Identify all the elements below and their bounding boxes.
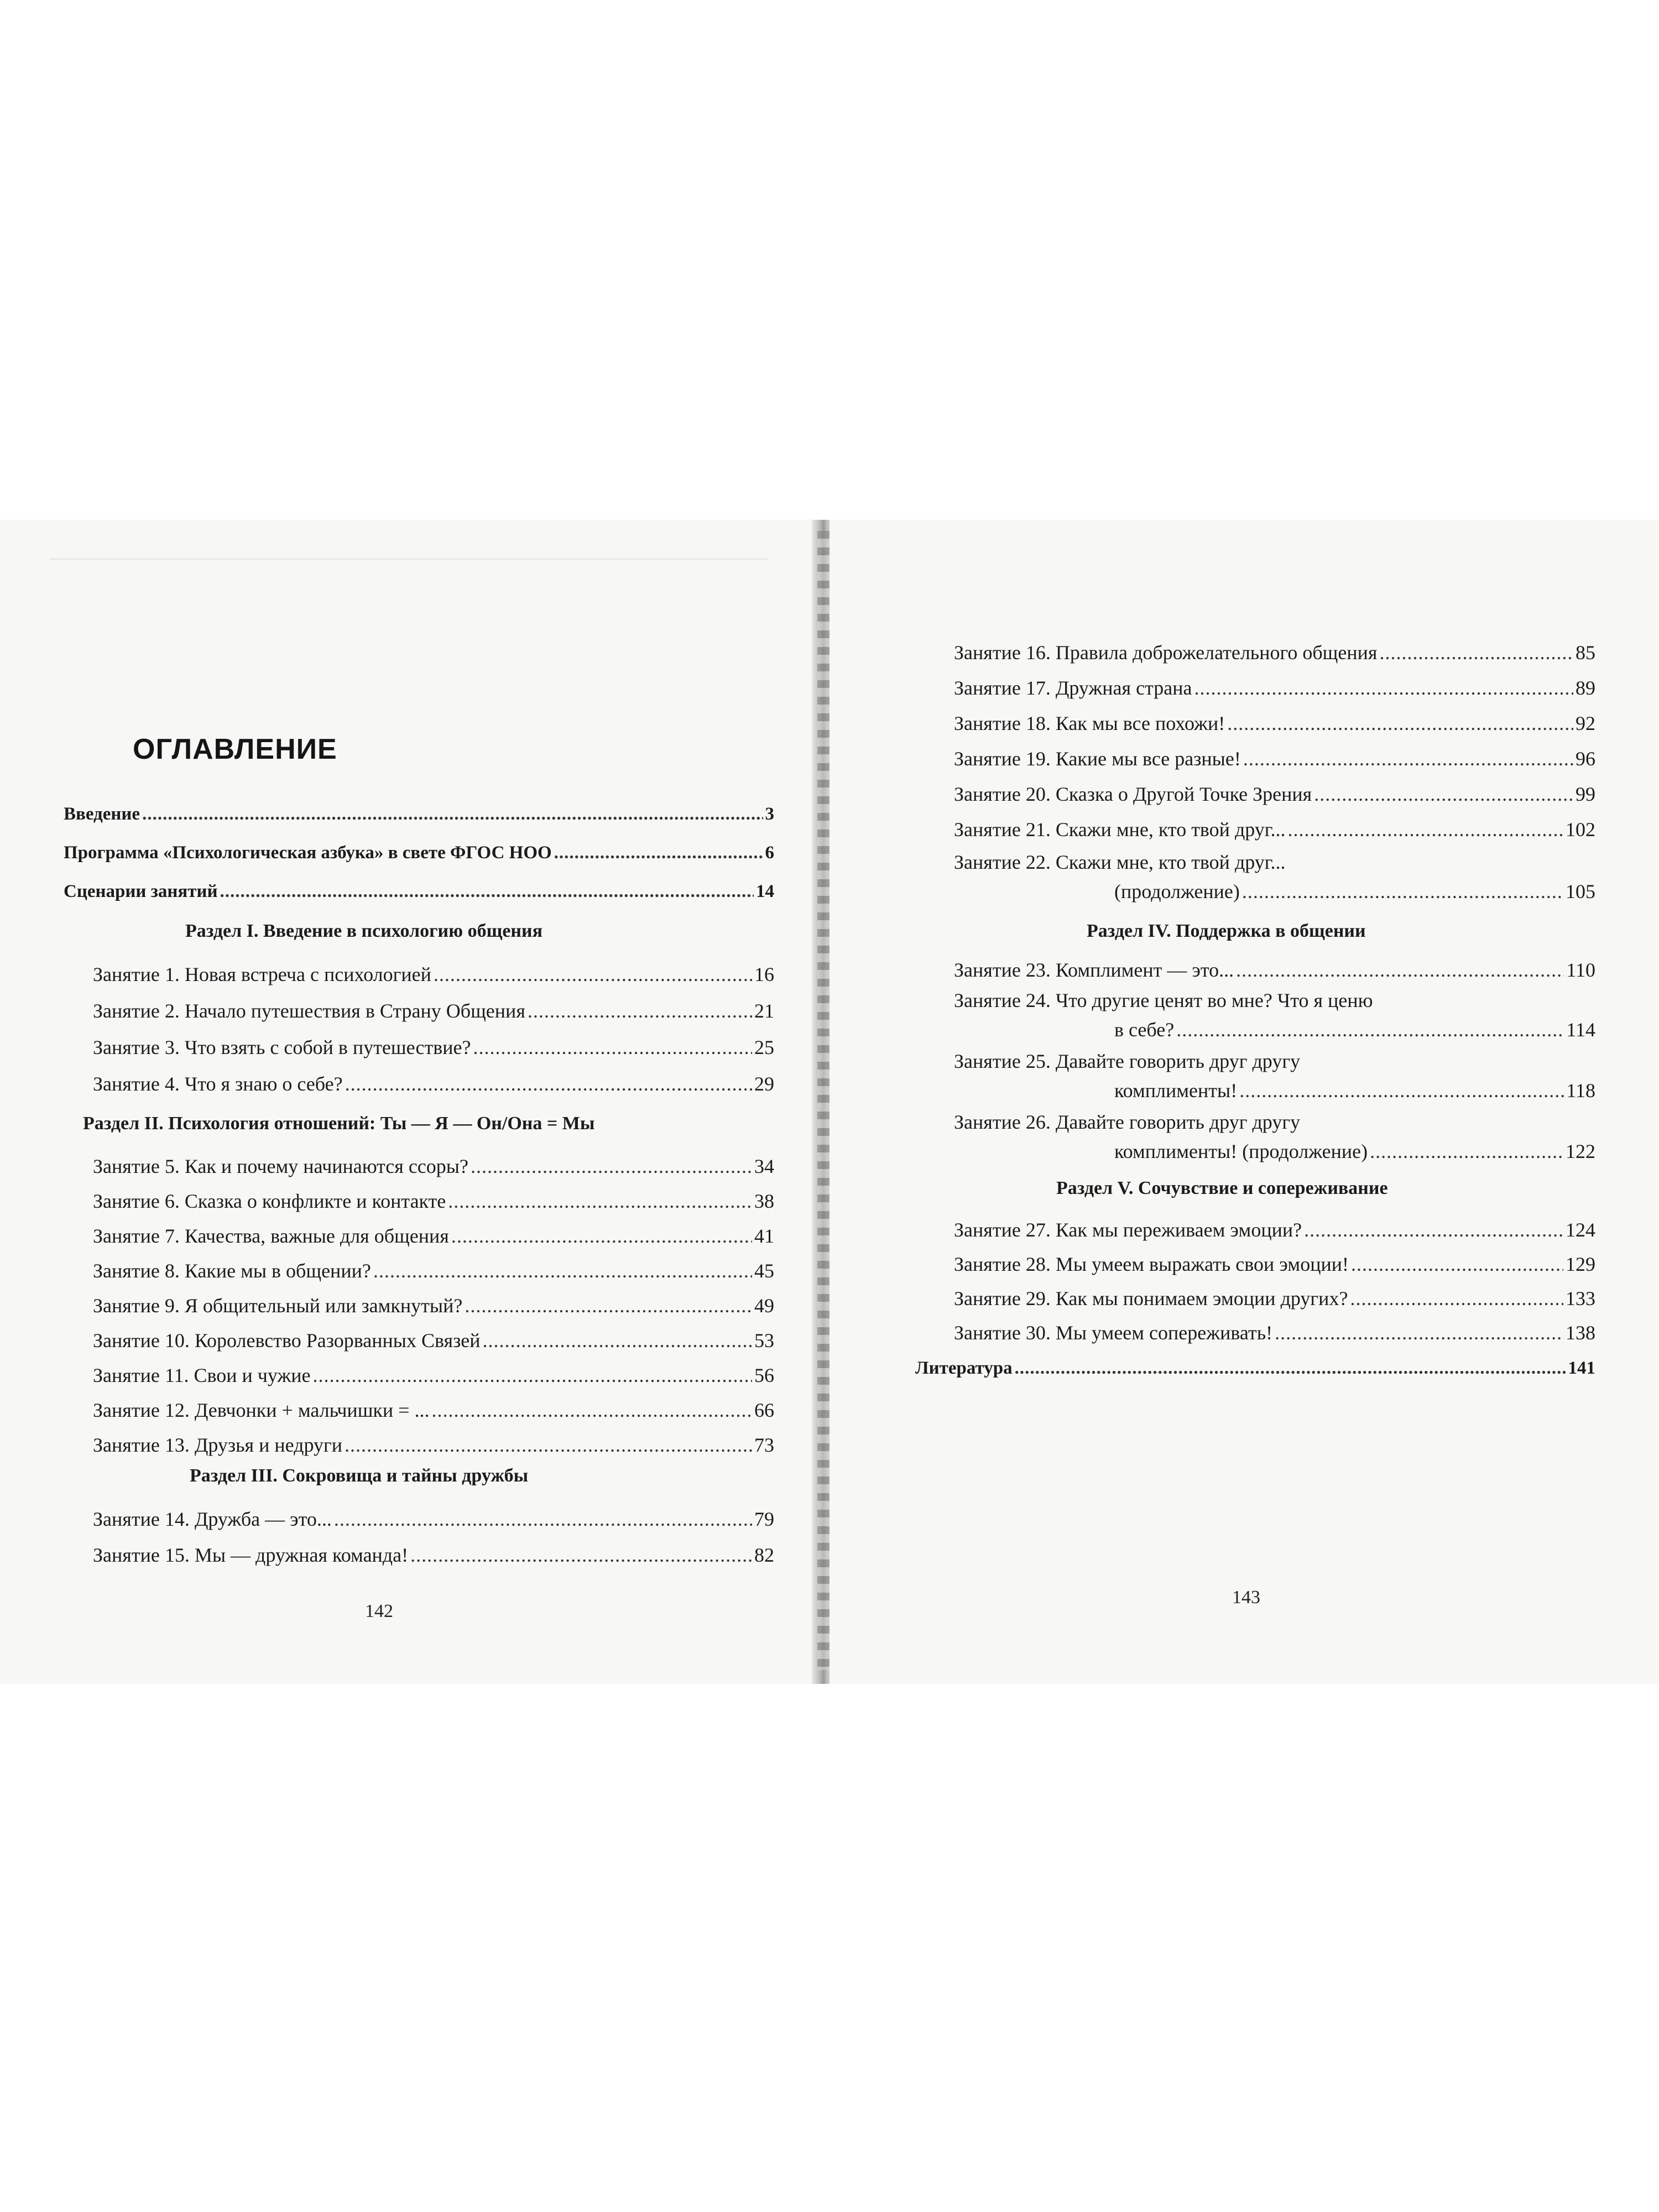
toc-entry-lesson-26[interactable]: Занятие 26. Давайте говорить друг другу: [954, 1111, 1301, 1133]
toc-entry-lesson-20[interactable]: Занятие 20. Сказка о Другой Точке Зрения ..... 99: [954, 782, 1595, 806]
toc-entry-lesson-12[interactable]: Занятие 12. Девчонки + мальчишки = ... ..... 66: [93, 1398, 774, 1422]
toc-entry-lesson-22-cont[interactable]: (продолжение) ..... 105: [1114, 879, 1595, 904]
toc-entry-lesson-30[interactable]: Занятие 30. Мы умеем сопереживать! ..... 138: [954, 1321, 1595, 1345]
toc-entry-lesson-28[interactable]: Занятие 28. Мы умеем выражать свои эмоции! ..... 129: [954, 1252, 1595, 1276]
toc-entry-lesson-3[interactable]: Занятие 3. Что взять с собой в путешествие? ..... 25: [93, 1035, 774, 1060]
section-heading-1: Раздел I. Введение в психологию общения: [185, 921, 542, 941]
toc-entry-lesson-10[interactable]: Занятие 10. Королевство Разорванных Связей ..... 53: [93, 1328, 774, 1353]
toc-entry-lesson-18[interactable]: Занятие 18. Как мы все похожи! ..... 92: [954, 711, 1595, 735]
toc-entry-lesson-11[interactable]: Занятие 11. Свои и чужие ..... 56: [93, 1363, 774, 1387]
toc-entry-program[interactable]: Программа «Психологическая азбука» в свете ФГОС НОО ..... 6: [64, 841, 774, 865]
toc-entry-lesson-2[interactable]: Занятие 2. Начало путешествия в Страну Общения ..... 21: [93, 999, 774, 1023]
toc-entry-lesson-17[interactable]: Занятие 17. Дружная страна ..... 89: [954, 676, 1595, 700]
toc-entry-lesson-7[interactable]: Занятие 7. Качества, важные для общения ..... 41: [93, 1224, 774, 1248]
toc-entry-lesson-27[interactable]: Занятие 27. Как мы переживаем эмоции? ..... 124: [954, 1218, 1595, 1242]
section-heading-5: Раздел V. Сочувствие и сопереживание: [1056, 1178, 1388, 1198]
toc-entry-lesson-26-cont[interactable]: комплименты! (продолжение) ..... 122: [1114, 1139, 1595, 1164]
left-page: [0, 520, 817, 1684]
toc-entry-lesson-25-cont[interactable]: комплименты! ..... 118: [1114, 1078, 1595, 1103]
section-heading-4: Раздел IV. Поддержка в общении: [1087, 921, 1366, 941]
toc-entry-lesson-9[interactable]: Занятие 9. Я общительный или замкнутый? ..... 49: [93, 1293, 774, 1318]
section-heading-2: Раздел II. Психология отношений: Ты — Я — Он/Она = Мы: [83, 1113, 595, 1134]
toc-entry-scenarios[interactable]: Сценарии занятий ..... 14: [64, 879, 774, 904]
book-spread: [0, 520, 1659, 1684]
right-page: [830, 520, 1659, 1684]
toc-entry-lesson-6[interactable]: Занятие 6. Сказка о конфликте и контакте ..... 38: [93, 1189, 774, 1213]
toc-entry-lesson-24-cont[interactable]: в себе? ..... 114: [1114, 1018, 1595, 1042]
toc-entry-lesson-21[interactable]: Занятие 21. Скажи мне, кто твой друг... ..... 102: [954, 817, 1595, 842]
toc-entry-literature[interactable]: Литература ..... 141: [915, 1356, 1595, 1380]
toc-entry-lesson-1[interactable]: Занятие 1. Новая встреча с психологией ..... 16: [93, 962, 774, 987]
page-number-right: 143: [1232, 1587, 1260, 1608]
toc-entry-lesson-13[interactable]: Занятие 13. Друзья и недруги ..... 73: [93, 1433, 774, 1457]
toc-entry-lesson-8[interactable]: Занятие 8. Какие мы в общении? ..... 45: [93, 1259, 774, 1283]
section-heading-3: Раздел III. Сокровища и тайны дружбы: [190, 1465, 529, 1486]
toc-entry-lesson-5[interactable]: Занятие 5. Как и почему начинаются ссоры? ..... 34: [93, 1154, 774, 1178]
toc-entry-lesson-19[interactable]: Занятие 19. Какие мы все разные! ..... 96: [954, 747, 1595, 771]
toc-entry-lesson-16[interactable]: Занятие 16. Правила доброжелательного общения ..... 85: [954, 640, 1595, 665]
toc-entry-lesson-24[interactable]: Занятие 24. Что другие ценят во мне? Что я ценю: [954, 989, 1373, 1011]
toc-title: ОГЛАВЛЕНИЕ: [133, 733, 337, 765]
toc-entry-lesson-22[interactable]: Занятие 22. Скажи мне, кто твой друг...: [954, 851, 1286, 873]
toc-entry-lesson-23[interactable]: Занятие 23. Комплимент — это... ..... 110: [954, 958, 1595, 982]
toc-entry-lesson-14[interactable]: Занятие 14. Дружба — это... ..... 79: [93, 1507, 774, 1531]
toc-entry-lesson-29[interactable]: Занятие 29. Как мы понимаем эмоции других? ..... 133: [954, 1286, 1595, 1311]
toc-entry-lesson-4[interactable]: Занятие 4. Что я знаю о себе? ..... 29: [93, 1072, 774, 1096]
toc-entry-lesson-15[interactable]: Занятие 15. Мы — дружная команда! ..... 82: [93, 1543, 774, 1567]
toc-entry-intro[interactable]: Введение ..... 3: [64, 802, 774, 826]
page-number-left: 142: [365, 1601, 393, 1621]
binding-stitch: [817, 531, 830, 1670]
toc-entry-lesson-25[interactable]: Занятие 25. Давайте говорить друг другу: [954, 1050, 1301, 1072]
